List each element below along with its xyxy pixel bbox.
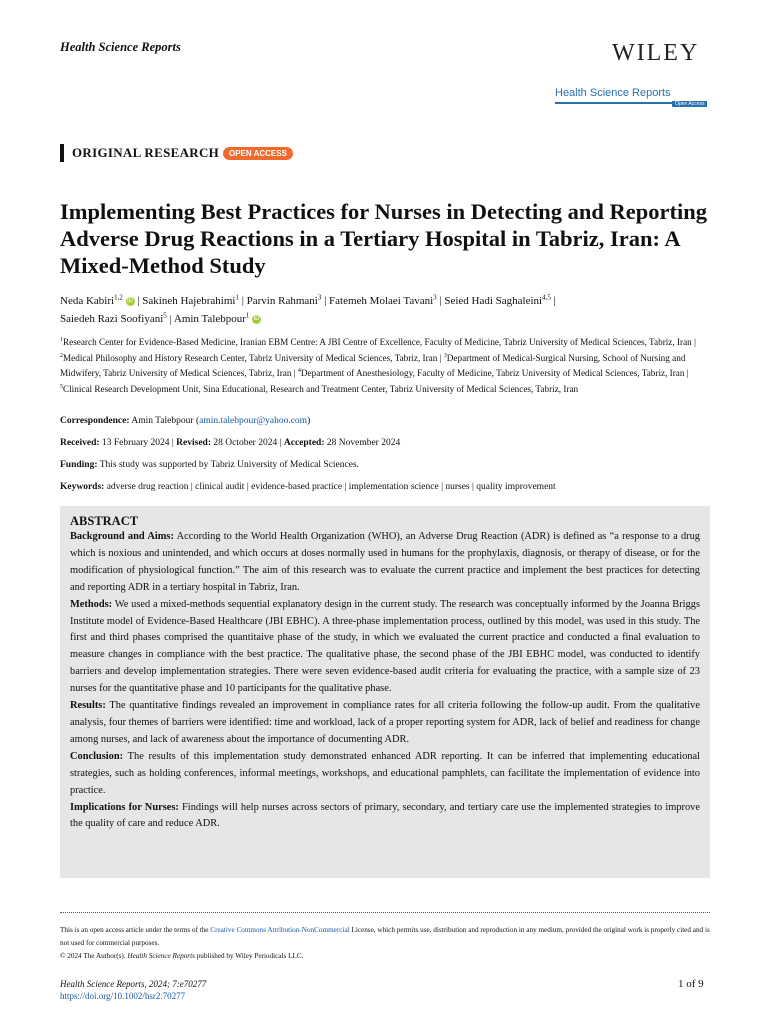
author-affil-ref: 1 xyxy=(235,293,239,301)
license-prefix: This is an open access article under the terms of the xyxy=(60,926,211,934)
abstract-section xyxy=(70,749,700,800)
orcid-icon[interactable]: iD xyxy=(127,297,133,304)
abstract-section-label: Background and Aims: xyxy=(70,531,174,542)
license-text xyxy=(60,924,710,949)
author-name: Parvin Rahmani xyxy=(246,294,318,307)
doi-link[interactable]: https://doi.org/10.1002/hsr2.70277 xyxy=(60,991,186,1001)
author[interactable] xyxy=(60,313,167,325)
abstract-section xyxy=(70,800,700,834)
author[interactable] xyxy=(444,295,551,307)
journal-name: Health Science Reports xyxy=(60,40,181,54)
copyright-prefix: © 2024 The Author(s). xyxy=(60,952,128,960)
open-access-badge: OPEN ACCESS xyxy=(223,147,293,160)
author[interactable] xyxy=(329,295,437,307)
abstract-section-label: Conclusion: xyxy=(70,750,124,762)
correspondence-email[interactable]: amin.talebpour@yahoo.com xyxy=(199,416,308,426)
affiliation-number: 5 xyxy=(60,383,63,390)
page-number: 1 of 9 xyxy=(678,978,704,990)
keywords-text: adverse drug reaction | clinical audit | evidence-based practice | implementation science | nurses | quality improvement xyxy=(106,482,556,492)
journal-logo[interactable]: Health Science Reports xyxy=(555,87,671,99)
funding-text: This study was supported by Tabriz University of Medical Sciences. xyxy=(99,460,360,470)
abstract-section-text: The quantitative findings revealed an improvement in compliance rates for all criteria following the follow-up audit. From the qualitative analysis, four themes of barriers were identified: time and workload, lack of a proper reporting system for ADR, lack of belief and readiness for change among nurses, and lack of awareness about the importance of documenting ADR. xyxy=(70,700,700,745)
affiliation-text: Department of Medical-Surgical Nursing, School of Nursing and Midwifery, Tabriz University of Medical Sciences, Tabriz, Iran xyxy=(60,352,686,379)
author-affil-ref: 1,2 xyxy=(114,293,123,301)
accepted-label: Accepted: xyxy=(283,438,325,448)
affiliation-number: 4 xyxy=(297,368,301,375)
received-date: 13 February 2024 xyxy=(101,438,170,448)
author-affil-ref: 3 xyxy=(433,293,437,301)
abstract-section-text: According to the World Health Organization (WHO), an Adverse Drug Reaction (ADR) is defined as “a response to a drug which is noxious and unintended, and which occurs at doses normally used in humans for the prophylaxis, diagnosis, or therapy of disease, or for the modification of physiological function.” The aim of this research was to evaluate the current practice and implement the best practices for detecting and reporting ADR in a tertiary hospital in Tabriz, Iran. xyxy=(70,531,700,593)
publisher-logo[interactable]: WILEY xyxy=(612,40,700,66)
author[interactable] xyxy=(142,295,239,307)
article-type: ORIGINAL RESEARCH xyxy=(72,145,220,160)
affiliation-text: Research Center for Evidence-Based Medicine, Iranian EBM Centre: A JBI Centre of Excellence, Faculty of Medicine, Tabriz University of Medical Sciences, Tabriz, Iran xyxy=(63,337,692,348)
author-list: Neda Kabiri$^{1,2}$ iD | Sakineh Hajebrahimi$^1$ | Parvin Rahmani$^3$ | Fatemeh Molaei Tavani$^3$ | Seied Hadi Saghaleini$^{4,5}$ | Saiedeh Razi Soofiyani$^5$ | Amin Talebpour$^1$ iD xyxy=(60,293,556,326)
affiliation-number: 2 xyxy=(60,352,63,359)
footer-divider xyxy=(60,912,710,913)
author-affil-ref: 1 xyxy=(245,311,250,320)
affiliations: $^1$Research Center for Evidence-Based Medicine, Iranian EBM Centre: A JBI Centre of Excellence, Faculty of Medicine, Tabriz University of Medical Sciences, Tabriz, Iran | $^2$Medical Philosophy and History Research Center, Tabriz University of Medical Sciences, Tabriz, Iran | $^3$Department of Medical-Surgical Nursing, School of Nursing and Midwifery, Tabriz University of Medical Sciences, Tabriz, Iran | $^4$Department of Anesthesiology, Faculty of Medicine, Tabriz University of Medical Sciences, Tabriz, Iran | $^5$Clinical Research Development Unit, Sina Educational, Research and Treatment Center, Tabriz University of Medical Sciences, Tabriz, Iran xyxy=(60,337,696,394)
abstract-section xyxy=(70,597,700,698)
accepted-date: 28 November 2024 xyxy=(326,438,401,448)
author[interactable] xyxy=(247,295,322,307)
correspondence-name: Amin Talebpour xyxy=(131,416,194,426)
keywords xyxy=(60,482,710,492)
revised-label: Revised: xyxy=(176,438,211,448)
author-name: Sakineh Hajebrahimi xyxy=(142,294,236,307)
abstract-section-text: We used a mixed-methods sequential explanatory design in the current study. The research was conceptually informed by the Joanna Briggs Institute model of Evidence-Based Healthcare (JBI EBHC). A three-phase implementation process, outlined by this model, was used in this study. The first and third phases comprised the quantitaive phase of the study, in which we evaluated the current practice and conducted a final evaluation to measure changes in compliance with the best practice. The qualitative phase, the second phase of the JBI EBHC model, was conducted to identify barriers and develop implementation strategies. There were seven evidence-based audit criteria for evaluating the practice, with a sample size of 23 nurses for the quantitative phase and 10 participants for the qualitative phase. xyxy=(70,598,700,695)
copyright xyxy=(60,952,710,960)
affiliation-number: 1 xyxy=(60,337,63,343)
section-marker xyxy=(60,144,64,162)
author-affil-ref: 4,5 xyxy=(542,293,551,301)
correspondence: Correspondence: Amin Talebpour (amin.talebpour@yahoo.com) xyxy=(60,416,311,426)
copyright-suffix: published by Wiley Periodicals LLC. xyxy=(194,952,304,960)
abstract-section-label: Methods: xyxy=(70,598,113,610)
copyright-journal: Health Science Reports xyxy=(127,952,195,960)
author-name: Fatemeh Molaei Tavani xyxy=(329,294,434,307)
author-affil-ref: 5 xyxy=(163,311,167,320)
affiliation-text: Department of Anesthesiology, Faculty of Medicine, Tabriz University of Medical Sciences, Tabriz, Iran xyxy=(300,368,685,379)
affiliation-text: Medical Philosophy and History Research Center, Tabriz University of Medical Sciences, Tabriz, Iran xyxy=(63,352,438,363)
author[interactable] xyxy=(174,313,261,325)
author-name: Neda Kabiri xyxy=(60,294,115,307)
author-name: Seied Hadi Saghaleini xyxy=(444,294,543,307)
author-name: Amin Talebpour xyxy=(173,313,246,326)
abstract-section-label: Results: xyxy=(70,700,106,712)
abstract xyxy=(70,513,700,833)
abstract-section xyxy=(70,529,700,597)
correspondence-label: Correspondence: xyxy=(60,416,130,426)
revised-date: 28 October 2024 xyxy=(213,438,278,448)
funding xyxy=(60,460,710,470)
author-affil-ref: 3 xyxy=(317,293,322,301)
author[interactable] xyxy=(60,295,135,307)
keywords-label: Keywords: xyxy=(60,482,105,492)
affiliation-number: 3 xyxy=(443,352,447,359)
received-label: Received: xyxy=(60,438,100,448)
abstract-heading: ABSTRACT xyxy=(70,514,139,528)
author-name: Saiedeh Razi Soofiyani xyxy=(60,313,164,326)
abstract-section-text: The results of this implementation study demonstrated enhanced ADR reporting. It can be inferred that implementing educational strategies, such as holding conferences, informal meetings, workshops, and educational pamphlets, can facilitate the implementation of evidence into practice. xyxy=(70,750,700,796)
orcid-icon[interactable]: iD xyxy=(253,316,260,323)
funding-label: Funding: xyxy=(60,460,98,470)
journal-logo-tag: Open Access xyxy=(672,101,707,107)
article-dates: Received: 13 February 2024 | Revised: 28 October 2024 | Accepted: 28 November 2024 xyxy=(60,438,401,448)
abstract-section xyxy=(70,698,700,749)
abstract-section-label: Implications for Nurses: xyxy=(70,801,179,813)
affiliation-text: Clinical Research Development Unit, Sina Educational, Research and Treatment Center, Tabriz University of Medical Sciences, Tabriz, Iran xyxy=(63,383,579,394)
license-suffix: License, which permits use, distribution and reproduction in any medium, provided the original work is properly cited and is not used for commercial purposes. xyxy=(60,926,710,947)
license-link[interactable]: Creative Commons Attribution-NonCommercial xyxy=(210,926,350,934)
footer-citation: Health Science Reports, 2024; 7:e70277 xyxy=(60,979,207,989)
article-title: Implementing Best Practices for Nurses in Detecting and Reporting Adverse Drug Reactions in a Tertiary Hospital in Tabriz, Iran: A Mixed-Method Study xyxy=(60,199,707,278)
abstract-section-text: Findings will help nurses across sectors of primary, secondary, and tertiary care use the implemented strategies to improve the quality of care and reduce ADR. xyxy=(70,801,700,830)
